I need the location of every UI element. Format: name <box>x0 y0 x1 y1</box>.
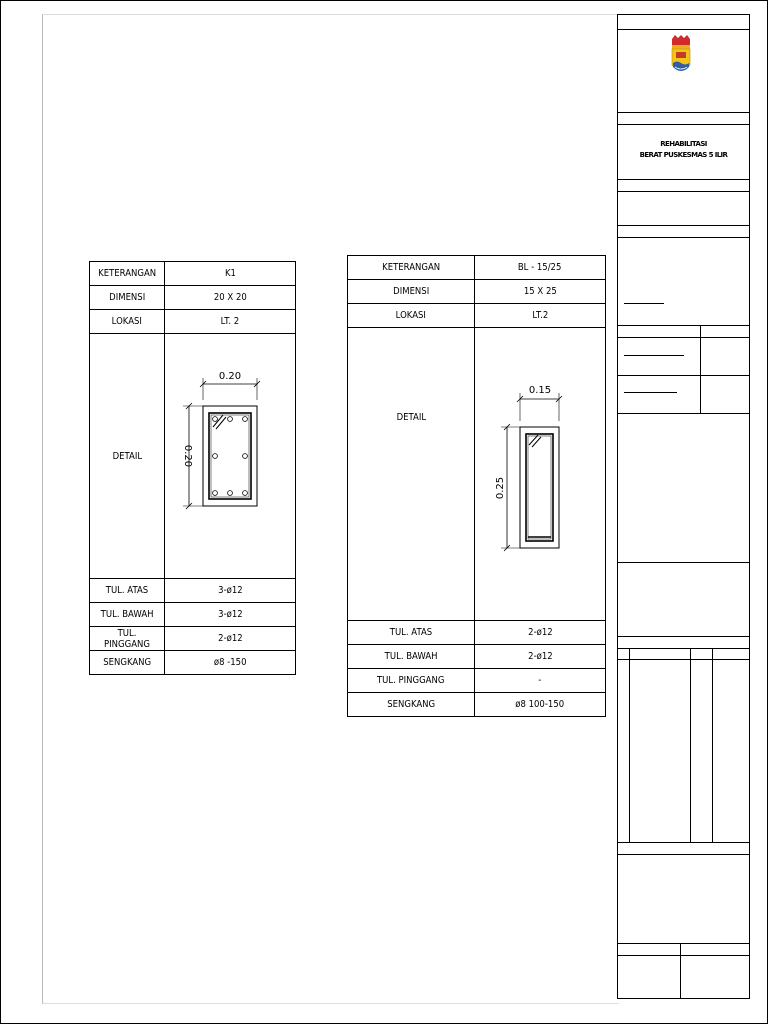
row-label: TUL. PINGGANG <box>377 675 445 686</box>
height-dimension: 0.25 <box>495 476 506 500</box>
table-row <box>90 651 296 675</box>
row-label: KETERANGAN <box>97 268 157 279</box>
row-value: 20 X 20 <box>213 292 247 303</box>
tb-field-line <box>624 392 677 393</box>
row-label: TUL. BAWAH <box>100 609 154 620</box>
row-value: K1 <box>224 268 236 279</box>
table-row <box>348 256 606 280</box>
tb-divider <box>618 413 749 414</box>
table-row <box>90 310 296 334</box>
width-dimension: 0.20 <box>218 371 242 382</box>
tb-divider <box>618 648 749 649</box>
beam-section-drawing <box>475 328 605 620</box>
tb-divider <box>618 337 749 338</box>
column-section-drawing <box>165 334 295 578</box>
tb-column-line <box>629 648 630 842</box>
row-value: 3-ø12 <box>217 585 243 596</box>
row-value: 2-ø12 <box>217 633 243 644</box>
row-label: DIMENSI <box>392 286 430 297</box>
tb-divider <box>618 842 749 843</box>
tb-divider <box>618 955 749 956</box>
row-label: LOKASI <box>395 310 427 321</box>
tb-divider <box>618 179 749 180</box>
row-label: TUL. ATAS <box>389 627 433 638</box>
detail-label: DETAIL <box>112 450 142 462</box>
width-dimension: 0.15 <box>528 385 552 396</box>
tb-divider <box>618 375 749 376</box>
tb-column-line <box>680 943 681 998</box>
row-value: 3-ø12 <box>217 609 243 620</box>
table-row <box>348 645 606 669</box>
row-label: LOKASI <box>111 316 143 327</box>
detail-label: DETAIL <box>396 412 426 423</box>
table-row <box>90 286 296 310</box>
tb-divider <box>618 636 749 637</box>
row-label: TUL. ATAS <box>105 585 149 596</box>
tb-divider <box>618 237 749 238</box>
project-title-line1: REHABILITASI <box>660 140 707 148</box>
tb-divider <box>618 29 749 30</box>
tb-divider <box>618 659 749 660</box>
height-dimension: 0.20 <box>182 444 193 468</box>
row-value: ø8 100-150 <box>515 699 565 710</box>
row-label: SENGKANG <box>387 699 435 710</box>
row-label: TUL. PINGGANG <box>104 627 150 650</box>
row-value: 2-ø12 <box>527 627 553 638</box>
table-row <box>90 579 296 603</box>
row-label: TUL. BAWAH <box>384 651 438 662</box>
row-label: SENGKANG <box>103 657 151 668</box>
tb-column-line <box>690 648 691 842</box>
row-value: LT.2 <box>532 310 548 321</box>
row-value: LT. 2 <box>220 316 240 327</box>
table-row <box>348 693 606 717</box>
table-row <box>348 304 606 328</box>
table-row <box>90 262 296 286</box>
table-row <box>90 603 296 627</box>
tb-divider <box>618 191 749 192</box>
table-row <box>348 280 606 304</box>
tb-column-line <box>700 325 701 413</box>
tb-divider <box>618 325 749 326</box>
tb-divider <box>618 943 749 944</box>
tb-field-line <box>624 355 684 356</box>
detail-row <box>90 334 296 579</box>
table-row <box>90 627 296 651</box>
row-value: BL - 15/25 <box>518 262 562 273</box>
table-row <box>348 621 606 645</box>
row-value: - <box>538 675 542 686</box>
row-label: KETERANGAN <box>381 262 441 273</box>
tb-divider <box>618 112 749 113</box>
tb-field-line <box>624 303 664 304</box>
tb-divider <box>618 124 749 125</box>
detail-row <box>348 328 606 621</box>
project-title-line2: BERAT PUSKESMAS 5 ILIR <box>639 151 728 159</box>
tb-divider <box>618 562 749 563</box>
row-value: 2-ø12 <box>527 651 553 662</box>
tb-divider <box>618 225 749 226</box>
tb-column-line <box>712 648 713 842</box>
table-row <box>348 669 606 693</box>
column-schedule-table <box>89 261 296 675</box>
row-label: DIMENSI <box>108 292 146 303</box>
beam-schedule-table <box>347 255 606 717</box>
city-emblem-icon <box>669 35 693 81</box>
row-value: 15 X 25 <box>523 286 557 297</box>
row-value: ø8 -150 <box>213 657 247 668</box>
tb-divider <box>618 854 749 855</box>
title-block <box>617 14 750 999</box>
